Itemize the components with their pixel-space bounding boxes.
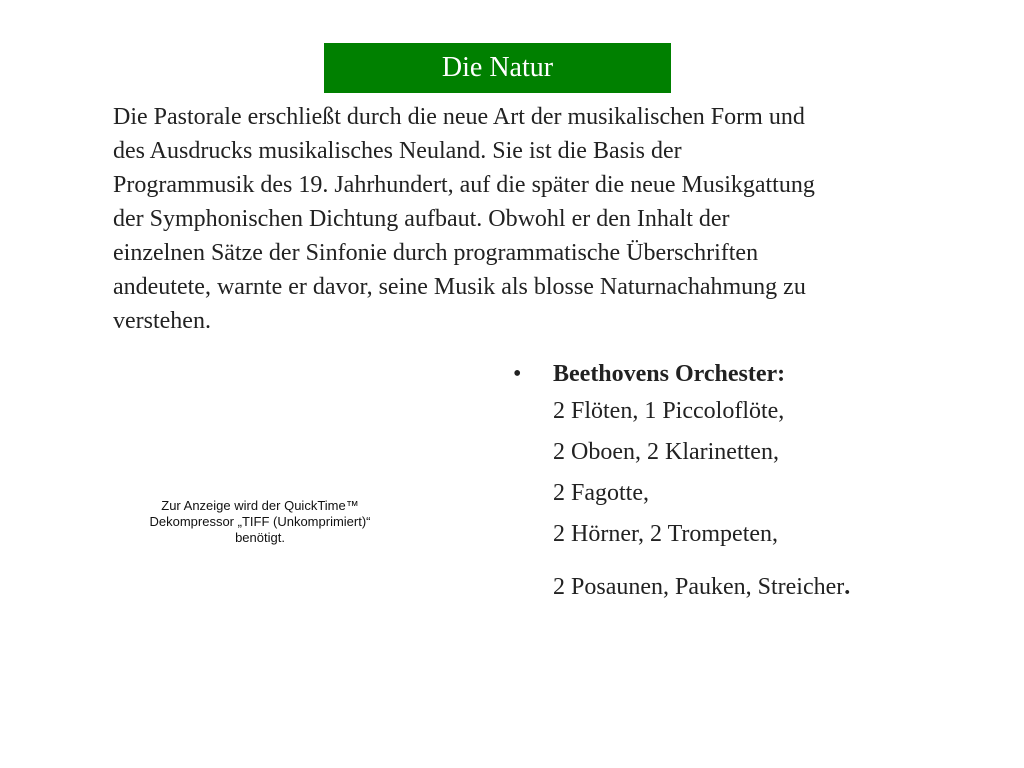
orchestra-line: 2 Flöten, 1 Piccoloflöte,: [553, 398, 785, 424]
orchestra-line-last: [553, 567, 850, 608]
orchestra-line: 2 Oboen, 2 Klarinetten,: [553, 439, 779, 465]
intro-line: Die Pastorale erschließt durch die neue Art der musikalischen Form und: [113, 104, 805, 130]
orchestra-line: 2 Fagotte,: [553, 480, 649, 506]
intro-line: des Ausdrucks musikalisches Neuland. Sie ist die Basis der: [113, 138, 682, 164]
slide-title: Die Natur: [441, 52, 554, 83]
placeholder-line: Dekompressor „TIFF (Unkomprimiert)“: [149, 514, 371, 529]
intro-line: der Symphonischen Dichtung aufbaut. Obwohl er den Inhalt der: [113, 206, 730, 232]
orchestra-heading: Beethovens Orchester:: [553, 361, 786, 387]
placeholder-line: Zur Anzeige wird der QuickTime™: [161, 498, 359, 513]
placeholder-line: benötigt.: [235, 530, 285, 545]
intro-line: verstehen.: [113, 308, 211, 334]
intro-line: Programmusik des 19. Jahrhundert, auf die später die neue Musikgattung: [113, 172, 815, 198]
bullet-dot: •: [513, 361, 522, 387]
intro-line: andeutete, warnte er davor, seine Musik als blosse Naturnachahmung zu: [113, 274, 806, 300]
intro-line: einzelnen Sätze der Sinfonie durch programmatische Überschriften: [113, 240, 759, 266]
orchestra-line-text: 2 Posaunen, Pauken, Streicher: [553, 574, 845, 600]
orchestra-list: [553, 357, 850, 608]
final-period: .: [844, 574, 851, 600]
orchestra-line: 2 Hörner, 2 Trompeten,: [553, 521, 779, 547]
slide-title-box: [324, 43, 671, 93]
quicktime-image-placeholder: [110, 498, 410, 546]
intro-paragraph: [113, 100, 953, 338]
